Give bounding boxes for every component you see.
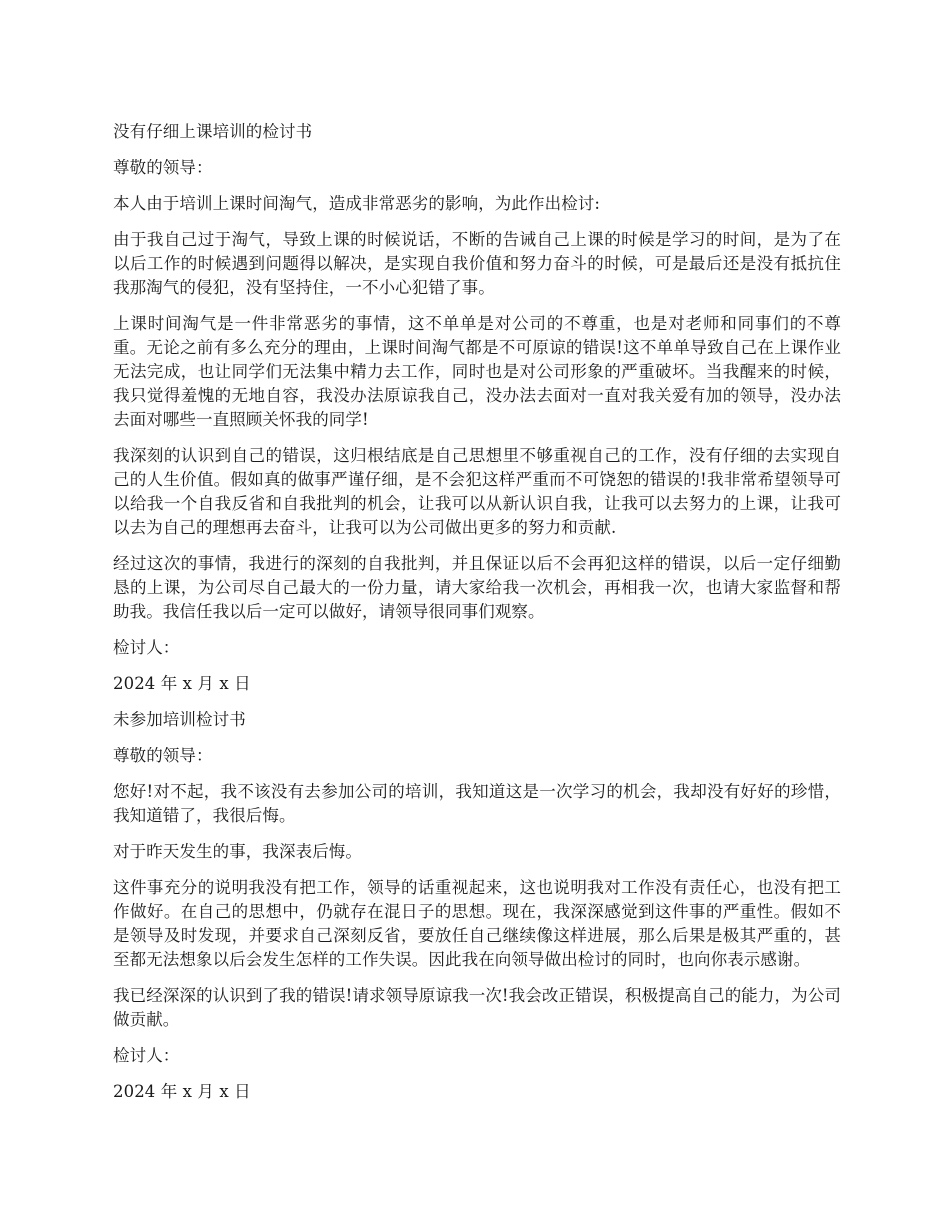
letter-2-paragraph: 您好!对不起，我不该没有去参加公司的培训，我知道这是一次学习的机会，我却没有好好的珍惜，我知道错了，我很后悔。 <box>113 782 841 825</box>
letter-1-date: 2024 年 x 月 x 日 <box>113 674 251 693</box>
letter-1-paragraph: 经过这次的事情，我进行的深刻的自我批判，并且保证以后不会再犯这样的错误，以后一定仔细勤恳的上课，为公司尽自己最大的一份力量，请大家给我一次机会，再相我一次，也请大家监督和帮助我。我信任我以后一定可以做好，请领导很同事们观察。 <box>113 554 841 621</box>
letter-1-paragraph: 上课时间淘气是一件非常恶劣的事情，这不单单是对公司的不尊重，也是对老师和同事们的不尊重。无论之前有多么充分的理由，上课时间淘气都是不可原谅的错误!这不单单导致自己在上课作业无法完成，也让同学们无法集中精力去工作，同时也是对公司形象的严重破坏。当我醒来的时候，我只觉得羞愧的无地自容，我没办法原谅我自己，没办法去面对一直对我关爱有加的领导，没办法去面对哪些一直照顾关怀我的同学! <box>113 314 841 429</box>
letter-1-paragraph: 我深刻的认识到自己的错误，这归根结底是自己思想里不够重视自己的工作，没有仔细的去实现自己的人生价值。假如真的做事严谨仔细，是不会犯这样严重而不可饶恕的错误的!我非常希望领导可以给我一个自我反省和自我批判的机会，让我可以从新认识自我，让我可以去努力的上课，让我可以去为自己的理想再去奋斗，让我可以为公司做出更多的努力和贡献. <box>113 446 841 537</box>
document-body <box>113 120 841 1116</box>
letter-2-signature: 检讨人： <box>113 1046 180 1065</box>
letter-2-date: 2024 年 x 月 x 日 <box>113 1082 251 1101</box>
letter-2-paragraph: 我已经深深的认识到了我的错误!请求领导原谅我一次!我会改正错误，积极提高自己的能力，为公司做贡献。 <box>113 986 841 1029</box>
letter-1-title: 没有仔细上课培训的检讨书 <box>113 122 313 141</box>
letter-1-paragraph: 由于我自己过于淘气，导致上课的时候说话，不断的告诫自己上课的时候是学习的时间，是为了在以后工作的时候遇到问题得以解决，是实现自我价值和努力奋斗的时候，可是最后还是没有抵抗住我那淘气的侵犯，没有坚持住，一不小心犯错了事。 <box>113 230 841 297</box>
letter-1-salutation: 尊敬的领导： <box>113 158 213 177</box>
letter-2-salutation: 尊敬的领导： <box>113 746 213 765</box>
letter-1-paragraph: 本人由于培训上课时间淘气，造成非常恶劣的影响，为此作出检讨: <box>113 194 601 213</box>
letter-2-paragraph: 这件事充分的说明我没有把工作，领导的话重视起来，这也说明我对工作没有责任心，也没有把工作做好。在自己的思想中，仍就存在混日子的思想。现在，我深深感觉到这件事的严重性。假如不是领导及时发现，并要求自己深刻反省，要放任自己继续像这样进展，那么后果是极其严重的，甚至都无法想象以后会发生怎样的工作失误。因此我在向领导做出检讨的同时，也向你表示感谢。 <box>113 878 841 969</box>
letter-2-title: 未参加培训检讨书 <box>113 710 246 729</box>
letter-1-signature: 检讨人： <box>113 638 180 657</box>
letter-2-paragraph: 对于昨天发生的事，我深表后悔。 <box>113 842 362 861</box>
